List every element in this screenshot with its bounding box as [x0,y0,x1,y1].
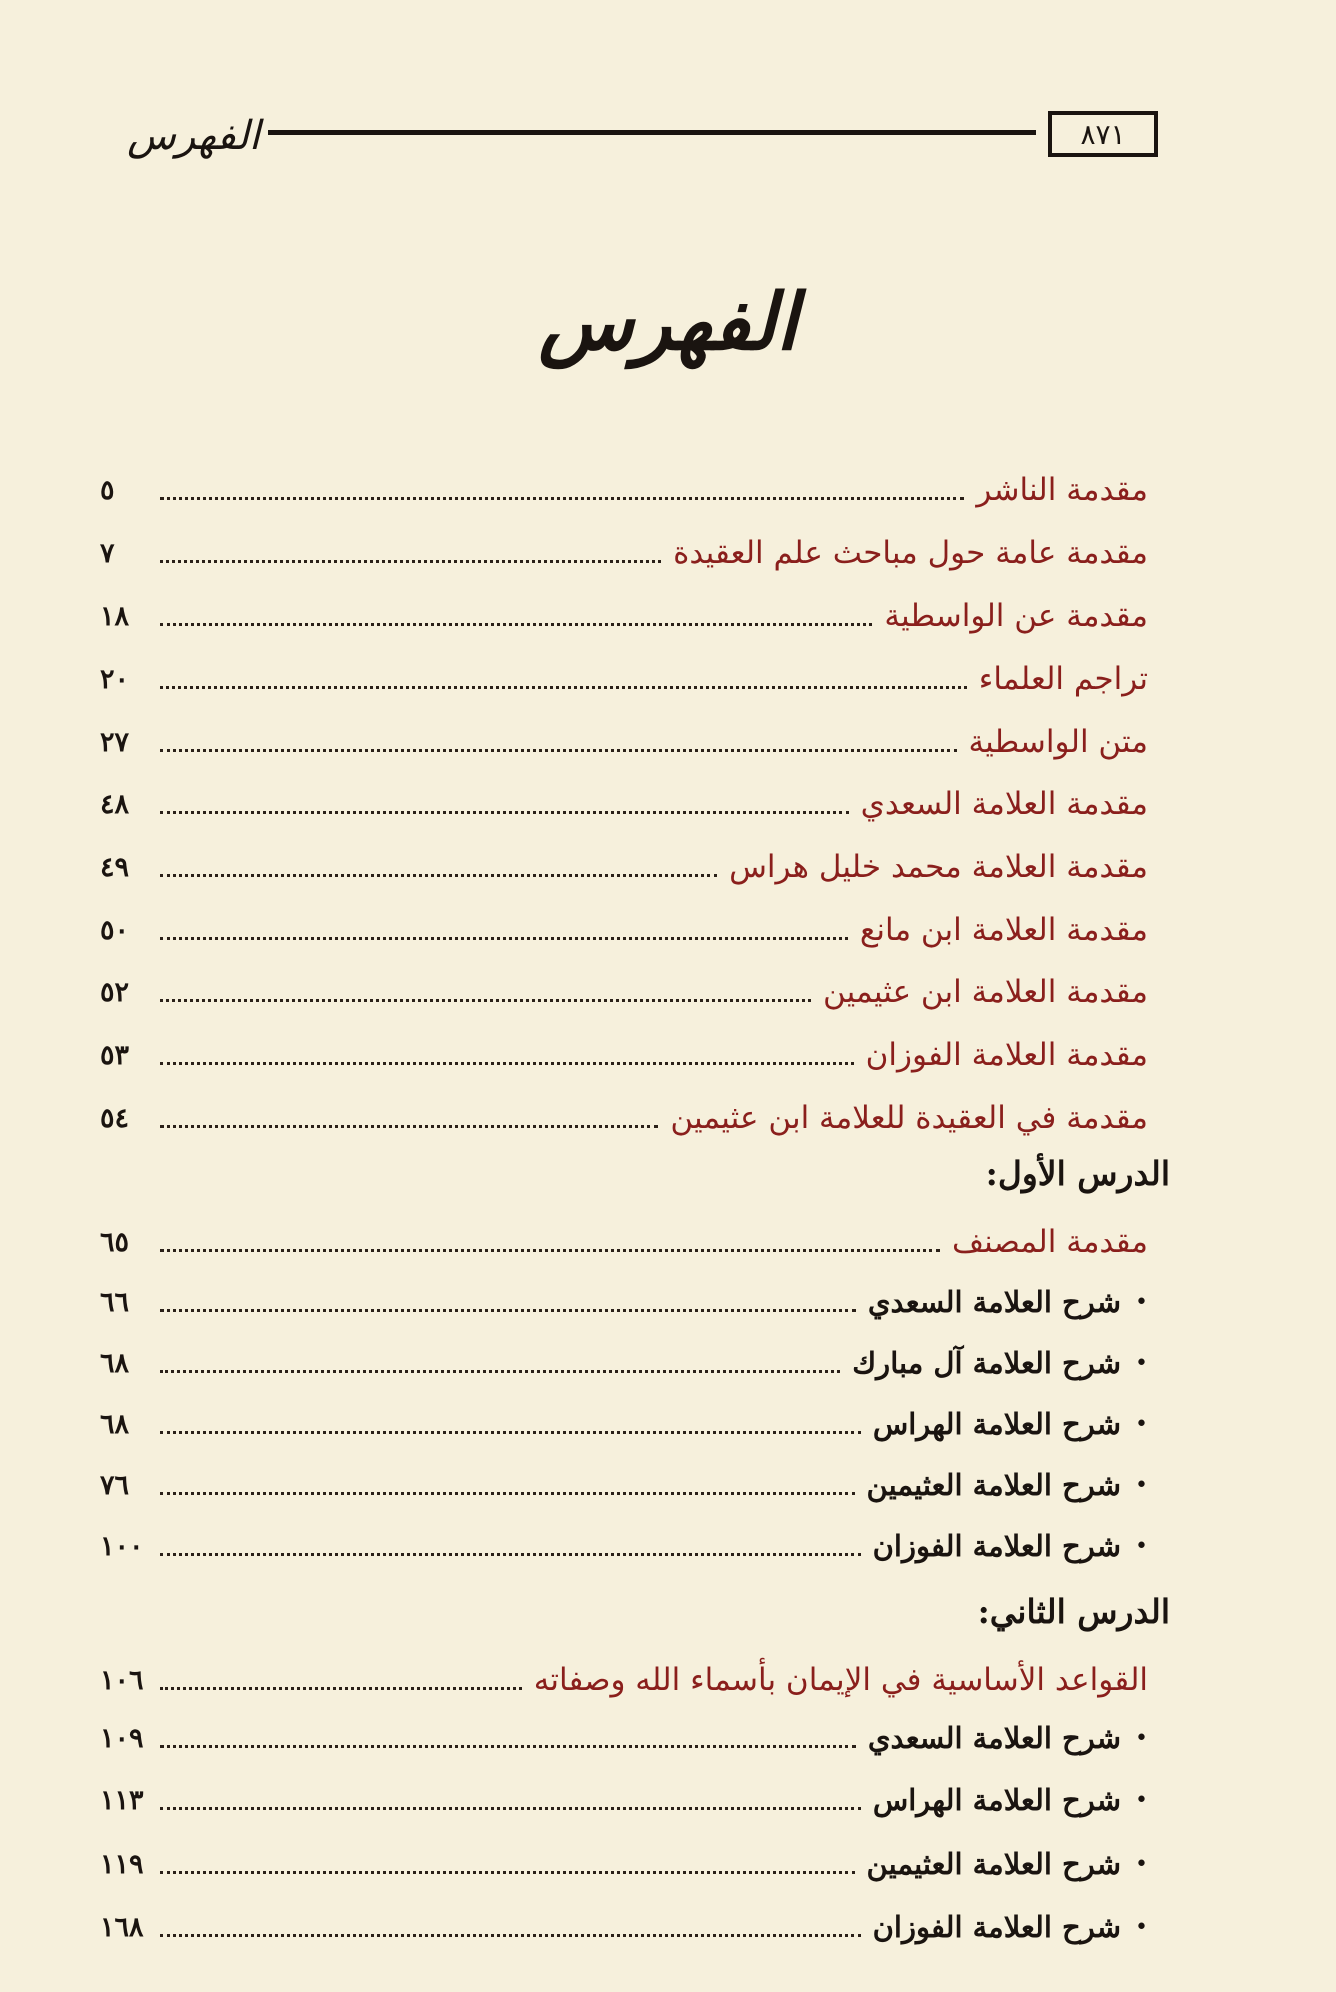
leader-dots [160,1871,855,1874]
toc-entry[interactable] [100,466,1148,514]
page-title: الفهرس [538,277,798,368]
toc-entry-page: ١٠٩ [100,1722,144,1754]
toc-entry-title: شرح العلامة العثيمين [866,1468,1122,1502]
toc-entry-page: ٥٢ [100,976,130,1008]
toc-subentry[interactable] [100,1840,1148,1888]
leader-dots [160,497,964,500]
toc-entry-page: ١٨ [100,600,130,632]
bullet-icon: • [1135,1533,1148,1559]
toc-entry-page: ٤٩ [100,851,130,883]
header-rule [268,130,1036,135]
bullet-icon: • [1135,1411,1148,1437]
toc-entry[interactable] [100,1656,1148,1704]
toc-subentry[interactable] [100,1400,1148,1448]
toc-entry-page: ٢٠ [100,663,130,695]
toc-entry-title: مقدمة العلامة محمد خليل هراس [729,849,1148,885]
section-heading: الدرس الأول: [985,1154,1170,1193]
toc-entry-page: ٢٧ [100,726,130,758]
toc-entry-page: ٧٦ [100,1469,130,1501]
toc-entry[interactable] [100,1094,1148,1142]
toc-entry-page: ٦٨ [100,1347,130,1379]
bullet-icon: • [1135,1289,1148,1315]
bullet-icon: • [1135,1472,1148,1498]
toc-entry[interactable] [100,1218,1148,1266]
leader-dots [160,1370,840,1373]
toc-entry-title: شرح العلامة السعدي [867,1721,1122,1755]
toc-entry-title: مقدمة عامة حول مباحث علم العقيدة [673,535,1148,571]
bullet-icon: • [1135,1725,1148,1751]
toc-entry[interactable] [100,843,1148,891]
toc-entry-page: ٦٦ [100,1286,130,1318]
toc-subentry[interactable] [100,1776,1148,1824]
toc-entry-title: مقدمة الناشر [976,472,1148,508]
toc-entry-page: ٧ [100,537,115,569]
toc-subentry[interactable] [100,1339,1148,1387]
leader-dots [160,749,957,752]
toc-entry-page: ٤٨ [100,788,130,820]
leader-dots [160,1807,861,1810]
toc-entry-title: مقدمة عن الواسطية [884,598,1148,634]
bullet-icon: • [1135,1914,1148,1940]
toc-subentry[interactable] [100,1522,1148,1570]
leader-dots [160,1553,861,1556]
toc-entry-page: ١٠٦ [100,1664,144,1696]
toc-entry-page: ٦٨ [100,1408,130,1440]
toc-entry[interactable] [100,1031,1148,1079]
leader-dots [160,999,811,1002]
toc-subentry[interactable] [100,1714,1148,1762]
toc-subentry[interactable] [100,1278,1148,1326]
leader-dots [160,1062,854,1065]
toc-entry[interactable] [100,780,1148,828]
leader-dots [160,1249,940,1252]
toc-entry-title: مقدمة المصنف [952,1224,1148,1260]
leader-dots [160,1431,861,1434]
toc-entry-title: شرح العلامة السعدي [867,1285,1122,1319]
leader-dots [160,1125,658,1128]
toc-entry-page: ١٠٠ [100,1530,144,1562]
leader-dots [160,623,872,626]
bullet-icon: • [1135,1851,1148,1877]
toc-entry-title: شرح العلامة الهراس [872,1783,1122,1817]
leader-dots [160,1492,855,1495]
toc-entry-page: ١١٩ [100,1848,144,1880]
leader-dots [160,1309,856,1312]
toc-entry-title: متن الواسطية [968,724,1148,760]
toc-entry-page: ٥٠ [100,914,130,946]
page-number: ٨٧١ [1048,111,1158,157]
toc-entry-page: ٥ [100,474,115,506]
toc-entry-title: شرح العلامة الفوزان [872,1529,1122,1563]
toc-subentry[interactable] [100,1903,1148,1951]
toc-entry-title: القواعد الأساسية في الإيمان بأسماء الله وصفاته [533,1662,1148,1698]
toc-entry-title: شرح العلامة العثيمين [866,1847,1122,1881]
toc-entry[interactable] [100,906,1148,954]
leader-dots [160,937,848,940]
section-heading: الدرس الثاني: [977,1592,1170,1631]
toc-entry[interactable] [100,968,1148,1016]
toc-entry[interactable] [100,529,1148,577]
toc-entry-page: ٥٤ [100,1102,130,1134]
leader-dots [160,811,849,814]
toc-entry-title: شرح العلامة آل مبارك [852,1346,1122,1380]
toc-entry[interactable] [100,592,1148,640]
leader-dots [160,686,967,689]
toc-entry-title: شرح العلامة الفوزان [872,1910,1122,1944]
toc-entry-title: تراجم العلماء [978,661,1148,697]
toc-entry-page: ٦٥ [100,1226,130,1258]
toc-entry-title: شرح العلامة الهراس [872,1407,1122,1441]
toc-entry[interactable] [100,718,1148,766]
toc-entry-page: ١١٣ [100,1784,144,1816]
bullet-icon: • [1135,1787,1148,1813]
toc-entry-title: مقدمة العلامة السعدي [860,786,1148,822]
leader-dots [160,1687,522,1690]
toc-entry-page: ٥٣ [100,1039,130,1071]
leader-dots [160,1934,861,1937]
toc-entry-title: مقدمة في العقيدة للعلامة ابن عثيمين [670,1100,1148,1136]
toc-subentry[interactable] [100,1461,1148,1509]
toc-entry-page: ١٦٨ [100,1911,144,1943]
leader-dots [160,560,661,563]
toc-entry-title: مقدمة العلامة ابن مانع [859,912,1148,948]
toc-entry[interactable] [100,655,1148,703]
leader-dots [160,1745,856,1748]
toc-entry-title: مقدمة العلامة ابن عثيمين [822,974,1148,1010]
toc-entry-title: مقدمة العلامة الفوزان [865,1037,1148,1073]
bullet-icon: • [1135,1350,1148,1376]
running-head-title: الفهرس [127,113,260,159]
leader-dots [160,874,717,877]
